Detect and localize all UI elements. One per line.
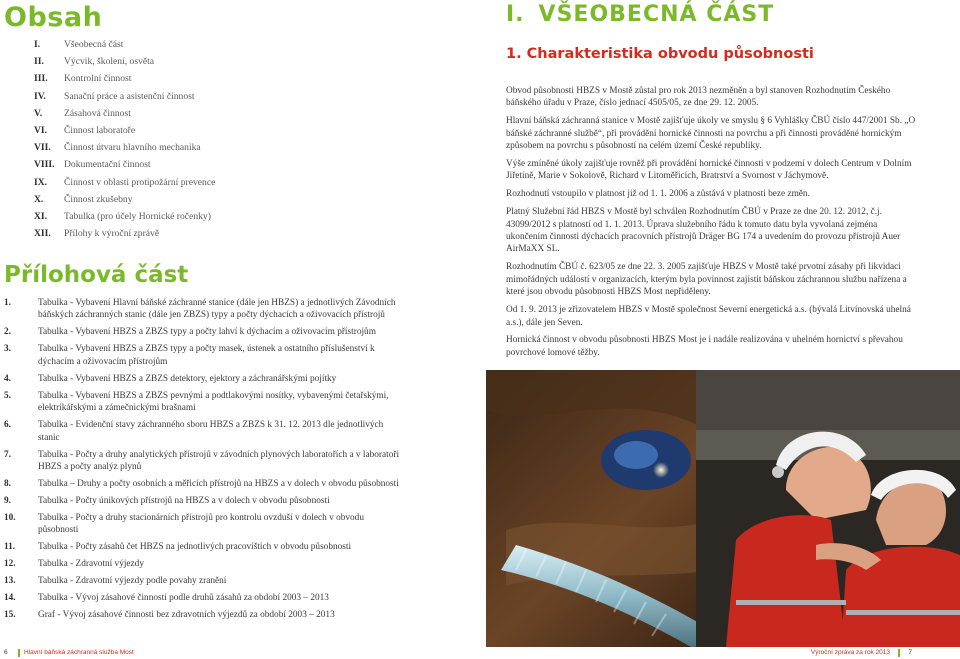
toc-item (34, 36, 414, 53)
appendix-item (4, 419, 406, 444)
appendix-item-label: Tabulka – Druhy a počty osobních a měřicích přístrojů na HBZS a v dolech v obvodu působnosti (38, 479, 399, 490)
toc-title: Obsah (4, 2, 103, 33)
appendix-item-number: 11. (4, 542, 16, 553)
appendix-item-label: Tabulka - Počty a druhy stacionárních přístrojů pro kontrolu ovzduší v dolech v obvodu působnosti (38, 513, 364, 536)
footer-title-left: Hlavní báňská záchranná služba Most (24, 649, 134, 656)
appendix-item-label: Graf - Vývoj zásahové činnosti bez zdravotních výjezdů za období 2003 – 2013 (38, 610, 335, 621)
toc-item-label: Zásahová činnost (64, 107, 131, 119)
toc-item-label: Všeobecná část (64, 39, 124, 51)
footer-divider-right (898, 649, 900, 657)
appendix-item-label: Tabulka - Vybavení HBZS a ZBZS typy a počty masek, ústenek a ostatního příslušenství k dýchacím a oživovacím přístrojům (38, 344, 375, 367)
appendix-item (4, 390, 406, 415)
toc-item-label: Tabulka (pro účely Hornické ročenky) (64, 210, 211, 222)
body-paragraph: Obvod působnosti HBZS v Mostě zůstal pro rok 2013 nezměněn a byl stanoven Rozhodnutím Českého báňského úřadu v Praze, číslo jednací 4505/05, ze dne 29. 12. 2005. (506, 86, 891, 109)
toc-item (34, 88, 414, 105)
appendix-item-number: 4. (4, 373, 11, 384)
appendix-item-label: Tabulka - Zdravotní výjezdy (38, 559, 144, 570)
toc-item-label: Činnost laboratoře (64, 125, 136, 137)
appendix-item (4, 592, 406, 604)
toc-item-number: II. (34, 56, 44, 68)
appendix-item-number: 6. (4, 420, 11, 431)
appendix-item-number: 15. (4, 610, 16, 621)
page-footer (0, 645, 960, 659)
appendix-item (4, 541, 406, 553)
section-heading (506, 2, 774, 27)
appendix-item (4, 495, 406, 507)
appendix-item (4, 373, 406, 385)
appendix-item (4, 343, 406, 368)
toc-item-label: Dokumentační činnost (64, 159, 151, 171)
body-paragraph: Platný Služební řád HBZS v Mostě byl schválen Rozhodnutím ČBÚ v Praze ze dne 20. 12. 2012, č.j. 43099/2012 s platností od 1. 1. 2013. Úprava služebního řádu k tomuto datu byla vyvolaná zejména ukončením činnosti dýchacích pracovních přístrojů Dräger BG 174 a uvedením do provozu přístrojů Auer AirMaXX SL. (506, 207, 901, 255)
body-text (506, 85, 918, 365)
footer-divider-left (18, 649, 20, 657)
toc-item (34, 156, 414, 173)
appendix-item (4, 478, 406, 490)
toc-item (34, 191, 414, 208)
appendix-item (4, 609, 406, 621)
appendix-item-number: 13. (4, 576, 16, 587)
toc-item-number: V. (34, 107, 43, 119)
appendix-title: Přílohová část (4, 262, 189, 288)
appendix-item-number: 9. (4, 496, 11, 507)
appendix-item-number: 7. (4, 449, 11, 460)
appendix-item-label: Tabulka - Počty a druhy analytických přístrojů v závodních plynových laboratořích a v laboratoři HBZS a počty analýz plynů (38, 449, 400, 473)
toc-item-number: III. (34, 73, 48, 85)
body-paragraph: Rozhodnutí vstoupilo v platnost již od 1. 1. 2006 a zůstává v platnosti beze změn. (506, 189, 810, 200)
appendix-item-number: 12. (4, 559, 16, 570)
appendix-item (4, 326, 406, 338)
appendix-item-label: Tabulka - Vývoj zásahové činnosti podle druhů zásahů za období 2003 – 2013 (38, 593, 329, 604)
body-paragraph: Hlavní báňská záchranná stanice v Mostě zajišťuje úkoly ve smyslu § 6 Vyhlášky ČBÚ číslo 447/2001 Sb. „O báňské záchranné službě“, při provádění hornické činnosti na povrchu a při činnosti prováděné hornickým způsobem na povrchu s působností na celém území České republiky. (506, 116, 916, 152)
toc-item-label: Výcvik, školení, osvěta (64, 56, 155, 68)
appendix-item-label: Tabulka - Počty únikových přístrojů na HBZS a v dolech v obvodu působnosti (38, 496, 330, 507)
toc-item-number: IX. (34, 176, 48, 188)
toc-item-number: VIII. (34, 159, 55, 171)
toc-item (34, 70, 414, 87)
appendix-item-number: 3. (4, 344, 11, 355)
appendix-item-label: Tabulka - Evidenční stavy záchranného sboru HBZS a ZBZS k 31. 12. 2013 dle jednotlivých stanic (38, 420, 384, 443)
body-paragraph: Od 1. 9. 2013 je zřizovatelem HBZS v Mostě společnost Severní energetická a.s. (bývalá Litvínovská uhelná a.s.), dále jen Seven. (506, 305, 911, 328)
toc-item-label: Činnost útvaru hlavního mechanika (64, 142, 201, 154)
toc-item-number: IV. (34, 90, 46, 102)
toc-item-label: Kontrolní činnost (64, 73, 132, 85)
appendix-item-label: Tabulka - Počty zásahů čet HBZS na jednotlivých pracovištích v obvodu působnosti (38, 542, 352, 553)
section-number: I. (506, 2, 525, 27)
toc-item-label: Sanační práce a asistenční činnost (64, 90, 195, 102)
section-title: VŠEOBECNÁ ČÁST (538, 2, 775, 27)
toc-item (34, 122, 414, 139)
appendix-item (4, 449, 406, 474)
toc-item (34, 105, 414, 122)
toc-item (34, 174, 414, 191)
appendix-item-label: Tabulka - Vybavení HBZS a ZBZS typy a počty lahví k dýchacím a oživovacím přístrojům (38, 327, 376, 338)
appendix-item-label: Tabulka - Vybavení Hlavní báňské záchranné stanice (dále jen HBZS) a jednotlivých Závodních báňských záchranných stanic (dále jen ZBZS) typy a počty dýchacích a oživovacích přístrojů (38, 298, 396, 321)
body-paragraph: Rozhodnutím ČBÚ č. 623/05 ze dne 22. 3. 2005 zajišťuje HBZS v Mostě také prvotní zásahy při likvidaci mimořádných událostí v organizacích, kterým byla povinnost zajistit báňskou záchrannou službu nařízena a které jsou obvodu působnosti HBZS Most nepřiděleny. (506, 262, 907, 298)
toc-item (34, 208, 414, 225)
appendix-list (4, 297, 406, 626)
toc-item-label: Činnost v oblasti protipožární prevence (64, 176, 216, 188)
appendix-item (4, 575, 406, 587)
appendix-item-label: Tabulka - Zdravotní výjezdy podle povahy zranění (38, 576, 227, 587)
appendix-item-number: 14. (4, 593, 16, 604)
toc-item (34, 139, 414, 156)
appendix-item-label: Tabulka - Vybavení HBZS a ZBZS pevnými a podtlakovými nosítky, vybavenými četařskými, elektrikářskými a zámečnickými brašnami (38, 390, 389, 414)
appendix-item-label: Tabulka - Vybavení HBZS a ZBZS detektory, ejektory a záchranářskými pojítky (38, 373, 337, 384)
appendix-item-number: 8. (4, 479, 11, 490)
appendix-item-number: 2. (4, 327, 11, 338)
toc-item-number: XII. (34, 228, 51, 240)
toc-item-label: Činnost zkušebny (64, 193, 133, 205)
toc-item-number: VI. (34, 125, 48, 137)
toc-item (34, 53, 414, 70)
appendix-item (4, 512, 406, 537)
appendix-item-number: 5. (4, 390, 11, 401)
table-of-contents (34, 36, 414, 242)
appendix-item-number: 10. (4, 513, 16, 524)
appendix-item (4, 558, 406, 570)
appendix-item (4, 297, 406, 322)
subsection-heading: 1. Charakteristika obvodu působnosti (506, 46, 814, 62)
toc-item-number: I. (34, 39, 41, 51)
body-paragraph: Výše zmíněné úkoly zajišťuje rovněž při provádění hornické činnosti v podzemí v dolech Centrum v Dolním Jiřetíně, Marie v Sokolově, Richard v Litoměřicích, Bratrství a Svornost v Jáchymově. (506, 159, 912, 182)
toc-item (34, 225, 414, 242)
toc-item-number: VII. (34, 142, 51, 154)
page-number-left: 6 (4, 649, 8, 656)
toc-item-number: X. (34, 193, 44, 205)
toc-item-label: Přílohy k výroční zprávě (64, 228, 160, 240)
appendix-item-number: 1. (4, 298, 11, 308)
toc-item-number: XI. (34, 210, 48, 222)
page-number-right: 7 (908, 649, 912, 656)
footer-title-right: Výroční zpráva za rok 2013 (810, 649, 890, 656)
body-paragraph: Hornická činnost v obvodu působnosti HBZS Most je i nadále realizována v uhelném hornictví s převahou povrchové lomové těžby. (506, 335, 903, 358)
photo-rescuers-in-mine (486, 370, 960, 647)
